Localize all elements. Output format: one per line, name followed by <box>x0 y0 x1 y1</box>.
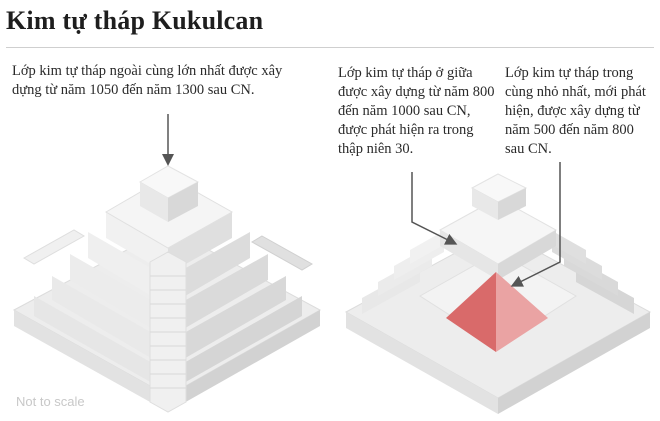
outer-pyramid-full <box>14 166 320 412</box>
caption-middle-layer: Lớp kim tự tháp ở giữa được xây dựng từ năm 800 đến năm 1000 sau CN, được phát hiện ra trong thập niên 30. <box>338 65 495 157</box>
caption-outer-layer: Lớp kim tự tháp ngoài cùng lớn nhất được xây dựng từ năm 1050 đến năm 1300 sau CN. <box>12 63 283 98</box>
scale-note: Not to scale <box>16 394 85 409</box>
caption-inner-layer: Lớp kim tự tháp trong cùng nhỏ nhất, mới phát hiện, được xây dựng từ năm 500 đến năm 800 sau CN. <box>505 65 646 157</box>
pyramid-cutaway <box>346 174 650 414</box>
diagram-title: Kim tự tháp Kukulcan <box>6 6 264 35</box>
